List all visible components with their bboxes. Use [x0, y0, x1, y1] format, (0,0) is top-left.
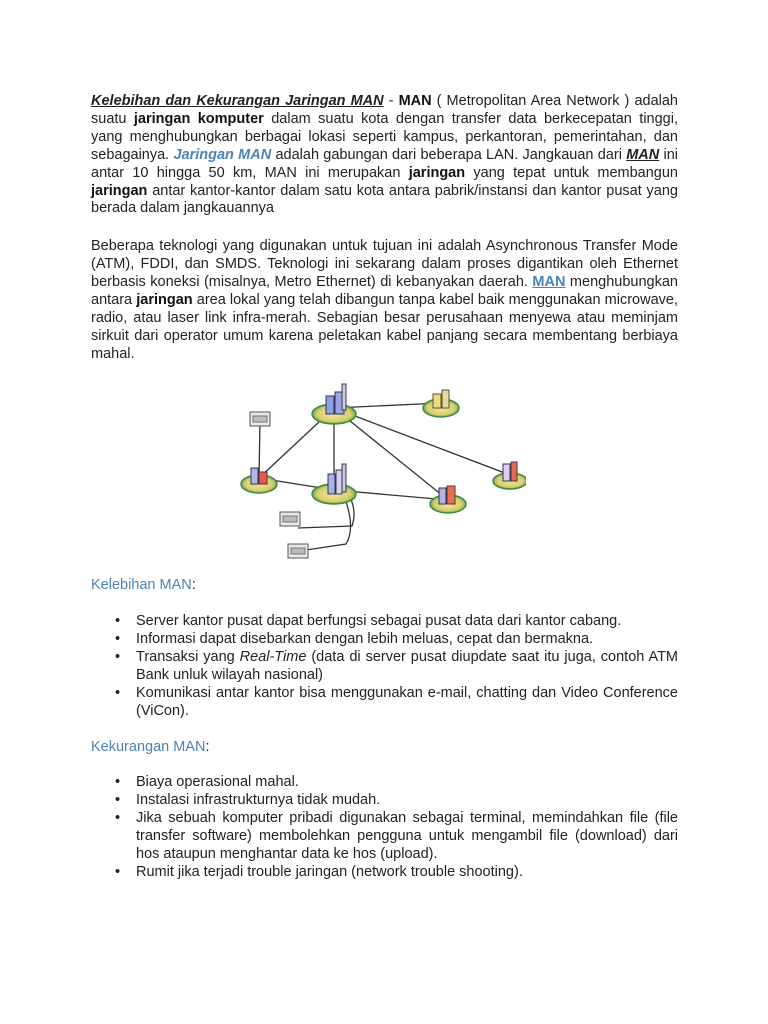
- site-node-right: [493, 462, 526, 489]
- kelebihan-list: [91, 613, 678, 720]
- terminal-bottom: [288, 544, 308, 558]
- list-item: • Instalasi infrastrukturnya tidak mudah.: [115, 791, 381, 808]
- man-network-diagram: [236, 378, 526, 568]
- man-term: MAN: [398, 93, 432, 109]
- article-body: [91, 93, 678, 364]
- list-item: • Server kantor pusat dapat berfungsi sebagai pusat data dari kantor cabang.: [115, 613, 622, 629]
- site-node-center-top: [312, 384, 356, 424]
- technology-paragraph: Beberapa teknologi yang digunakan untuk tujuan ini adalah Asynchronous Transfer Mode (ATM), FDDI, dan SMDS. Teknologi ini sekarang dalam proses digantikan oleh Ethernet berbasis koneksi (misalnya, Metro Ethernet) di kebanyakan daerah. MAN menghubungkan antara jaringan area lokal yang telah dibangun tanpa kabel baik menggunakan microwave, radio, atau laser link infra-merah. Sebagian besar perusahaan menyewa atau meminjam sirkuit dari operator umum karena peletakan kabel panjang secara membentang berbiaya mahal.: [91, 238, 678, 362]
- jaringan-komputer-term: jaringan komputer: [133, 110, 264, 127]
- list-item: • Rumit jika terjadi trouble jaringan (network trouble shooting).: [115, 863, 523, 880]
- site-node-left: [241, 468, 277, 493]
- jaringan-term: jaringan: [408, 164, 466, 181]
- site-node-top-right: [423, 390, 459, 417]
- man-term-underlined: MAN: [626, 146, 660, 163]
- network-links: [259, 403, 510, 550]
- terminal-mid: [280, 512, 300, 526]
- list-item: • Jika sebuah komputer pribadi digunakan sebagai terminal, memindahkan file (file transfer software) membolehkan pengguna untuk mengambil file (download) dari hos ataupun menghantar data ke hos (upload).: [115, 809, 678, 862]
- list-item: • Biaya operasional mahal.: [115, 774, 299, 790]
- jaringan-term: jaringan: [136, 292, 193, 309]
- article-title: Kelebihan dan Kekurangan Jaringan MAN: [91, 93, 384, 109]
- intro-paragraph: Kelebihan dan Kekurangan Jaringan MAN - MAN ( Metropolitan Area Network ) adalah suatu jaringan komputer dalam suatu kota dengan transfer data berkecepatan tinggi, yang menghubungkan berbagai lokasi seperti kampus, perkantoran, pemerintahan, dan sebagainya. Jaringan MAN adalah gabungan dari beberapa LAN. Jangkauan dari MAN ini antar 10 hingga 50 km, MAN ini merupakan jaringan yang tepat untuk membangun jaringan antar kantor-kantor dalam satu kota antara pabrik/instansi dan kantor pusat yang berada dalam jangkauannya: [91, 93, 678, 217]
- terminal-top-left: [250, 412, 270, 426]
- list-item: • Informasi dapat disebarkan dengan lebih meluas, cepat dan bermakna.: [115, 630, 594, 647]
- jaringan-man-link[interactable]: Jaringan MAN: [173, 146, 272, 163]
- kelebihan-heading: Kelebihan MAN:: [91, 577, 196, 593]
- kekurangan-list: [91, 774, 678, 881]
- jaringan-term: jaringan: [91, 182, 148, 199]
- man-link[interactable]: MAN: [532, 274, 566, 291]
- list-item: • Komunikasi antar kantor bisa menggunakan e-mail, chatting dan Video Conference (ViCon).: [115, 684, 678, 719]
- kekurangan-heading: Kekurangan MAN:: [91, 739, 210, 755]
- list-item: • Transaksi yang Real-Time (data di server pusat diupdate saat itu juga, contoh ATM Bank unluk wilayah nasional): [115, 648, 679, 683]
